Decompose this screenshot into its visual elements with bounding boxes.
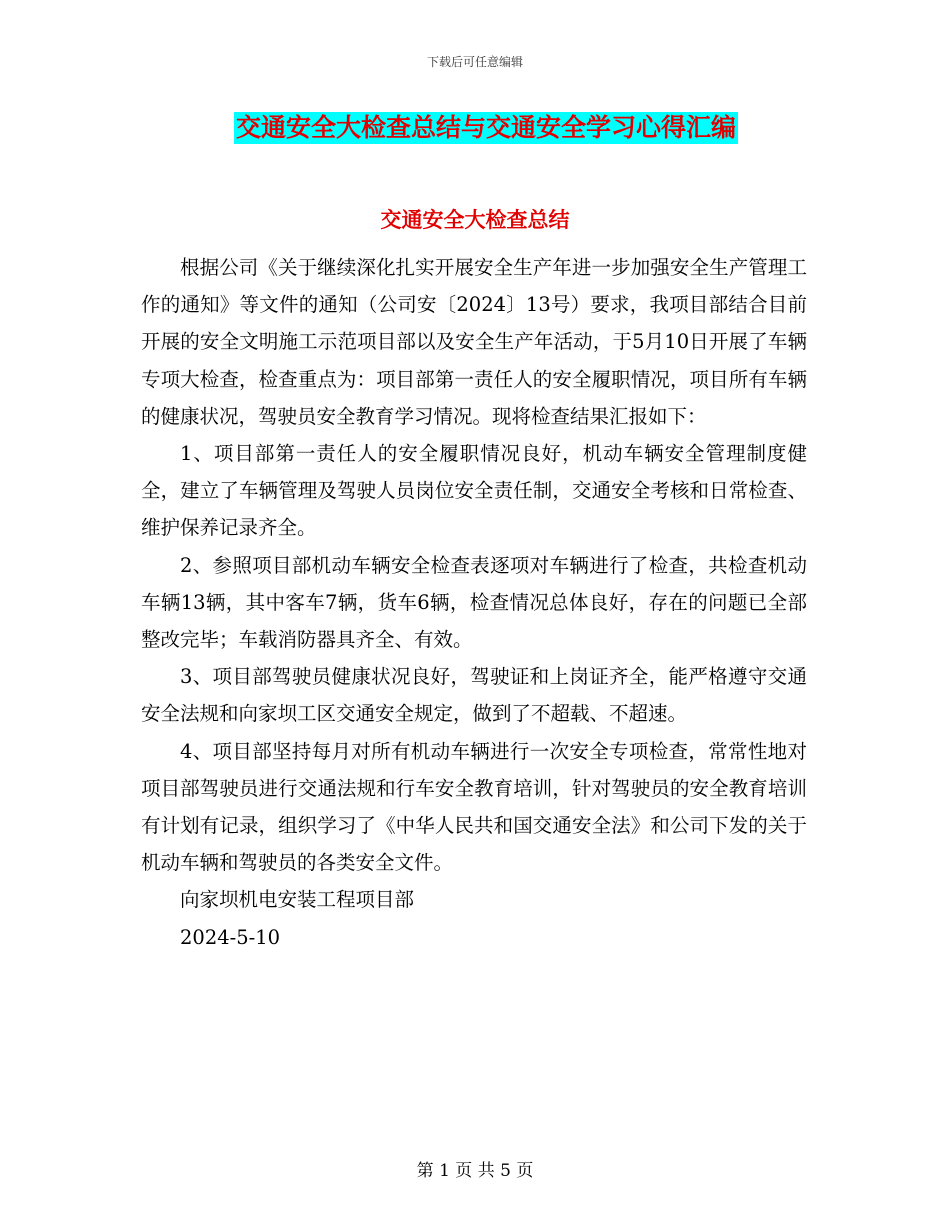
document-title: 交通安全大检查总结与交通安全学习心得汇编 <box>236 113 737 142</box>
page-number-footer: 第 1 页 共 5 页 <box>416 1161 534 1181</box>
section-title: 交通安全大检查总结 <box>380 208 570 232</box>
finding-paragraph-4: 4、项目部坚持每月对所有机动车辆进行一次安全专项检查，常常性地对项目部驾驶员进行交通法规和行车安全教育培训，针对驾驶员的安全教育培训有计划有记录，组织学习了《中华人民共和国交通安全法》和公司下发的关于机动车辆和驾驶员的各类安全文件。 <box>141 739 807 875</box>
finding-paragraph-2: 2、参照项目部机动车辆安全检查表逐项对车辆进行了检查，共检查机动车辆13辆，其中客车7辆，货车6辆，检查情况总体良好，存在的问题已全部整改完毕；车载消防器具齐全、有效。 <box>141 553 807 652</box>
intro-paragraph: 根据公司《关于继续深化扎实开展安全生产年进一步加强安全生产管理工作的通知》等文件的通知（公司安〔2024〕13号）要求，我项目部结合目前开展的安全文明施工示范项目部以及安全生产年活动，于5月10日开展了车辆专项大检查，检查重点为：项目部第一责任人的安全履职情况，项目所有车辆的健康状况，驾驶员安全教育学习情况。现将检查结果汇报如下： <box>141 256 807 428</box>
document-body <box>141 249 807 956</box>
date-line: 2024-5-10 <box>180 925 281 949</box>
finding-paragraph-1: 1、项目部第一责任人的安全履职情况良好，机动车辆安全管理制度健全，建立了车辆管理及驾驶人员岗位安全责任制，交通安全考核和日常检查、维护保养记录齐全。 <box>141 442 807 540</box>
signature-line: 向家坝机电安装工程项目部 <box>180 888 415 912</box>
header-note: 下载后可任意编辑 <box>426 55 523 69</box>
finding-paragraph-3: 3、项目部驾驶员健康状况良好，驾驶证和上岗证齐全，能严格遵守交通安全法规和向家坝工区交通安全规定，做到了不超载、不超速。 <box>141 665 807 726</box>
